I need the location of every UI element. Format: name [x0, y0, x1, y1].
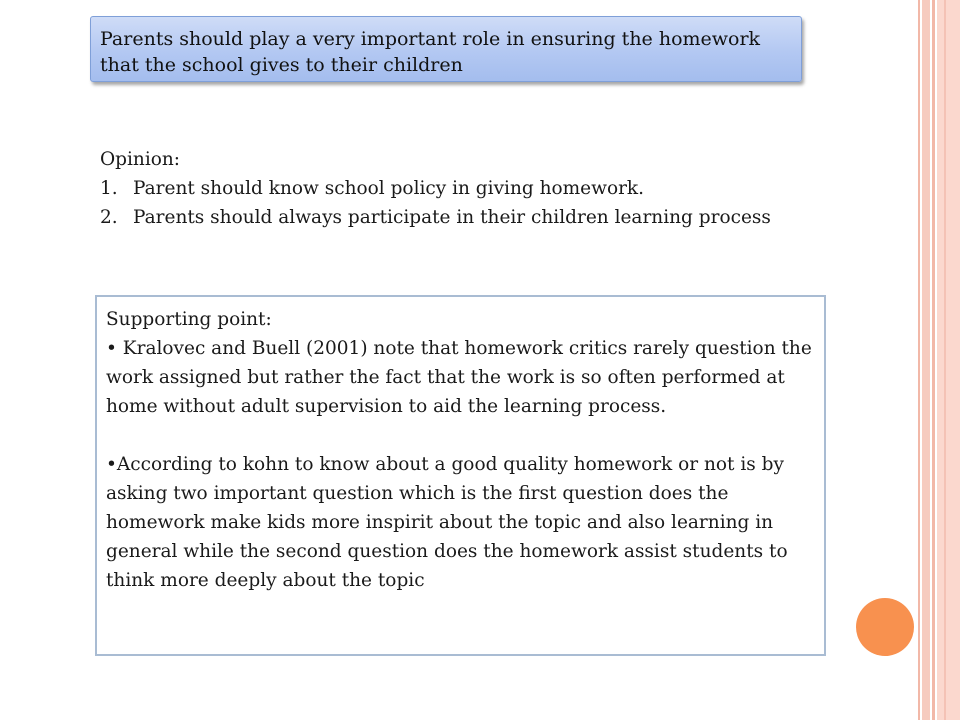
paragraph-gap [106, 421, 818, 450]
border-stripe [944, 0, 946, 720]
supporting-point-box [95, 295, 826, 656]
opinion-item-text: Parents should always participate in their children learning process [133, 207, 771, 228]
supporting-point-2: •According to kohn to know about a good quality homework or not is by asking two important question which is the first question does the homework make kids more inspirit about the topic and also learning in general while the second question does the homework assist students to think more deeply about the topic [106, 454, 788, 591]
opinion-list [100, 174, 800, 232]
border-stripe [937, 0, 960, 720]
border-stripe [922, 0, 930, 720]
supporting-heading: Supporting point: [106, 309, 272, 330]
opinion-item [100, 174, 800, 203]
opinion-item-number: 1. [100, 178, 118, 199]
opinion-section [100, 145, 800, 232]
border-stripe [918, 0, 920, 720]
opinion-item [100, 203, 800, 232]
opinion-item-number: 2. [100, 207, 118, 228]
border-stripe [932, 0, 935, 720]
accent-circle [856, 598, 914, 656]
title-box [90, 16, 802, 82]
opinion-item-text: Parent should know school policy in giving homework. [133, 178, 645, 199]
slide-title: Parents should play a very important role in ensuring the homework that the school gives to their children [100, 28, 761, 76]
supporting-point-1: • Kralovec and Buell (2001) note that homework critics rarely question the work assigned but rather the fact that the work is so often performed at home without adult supervision to aid the learning process. [106, 338, 812, 417]
opinion-heading: Opinion: [100, 149, 181, 170]
